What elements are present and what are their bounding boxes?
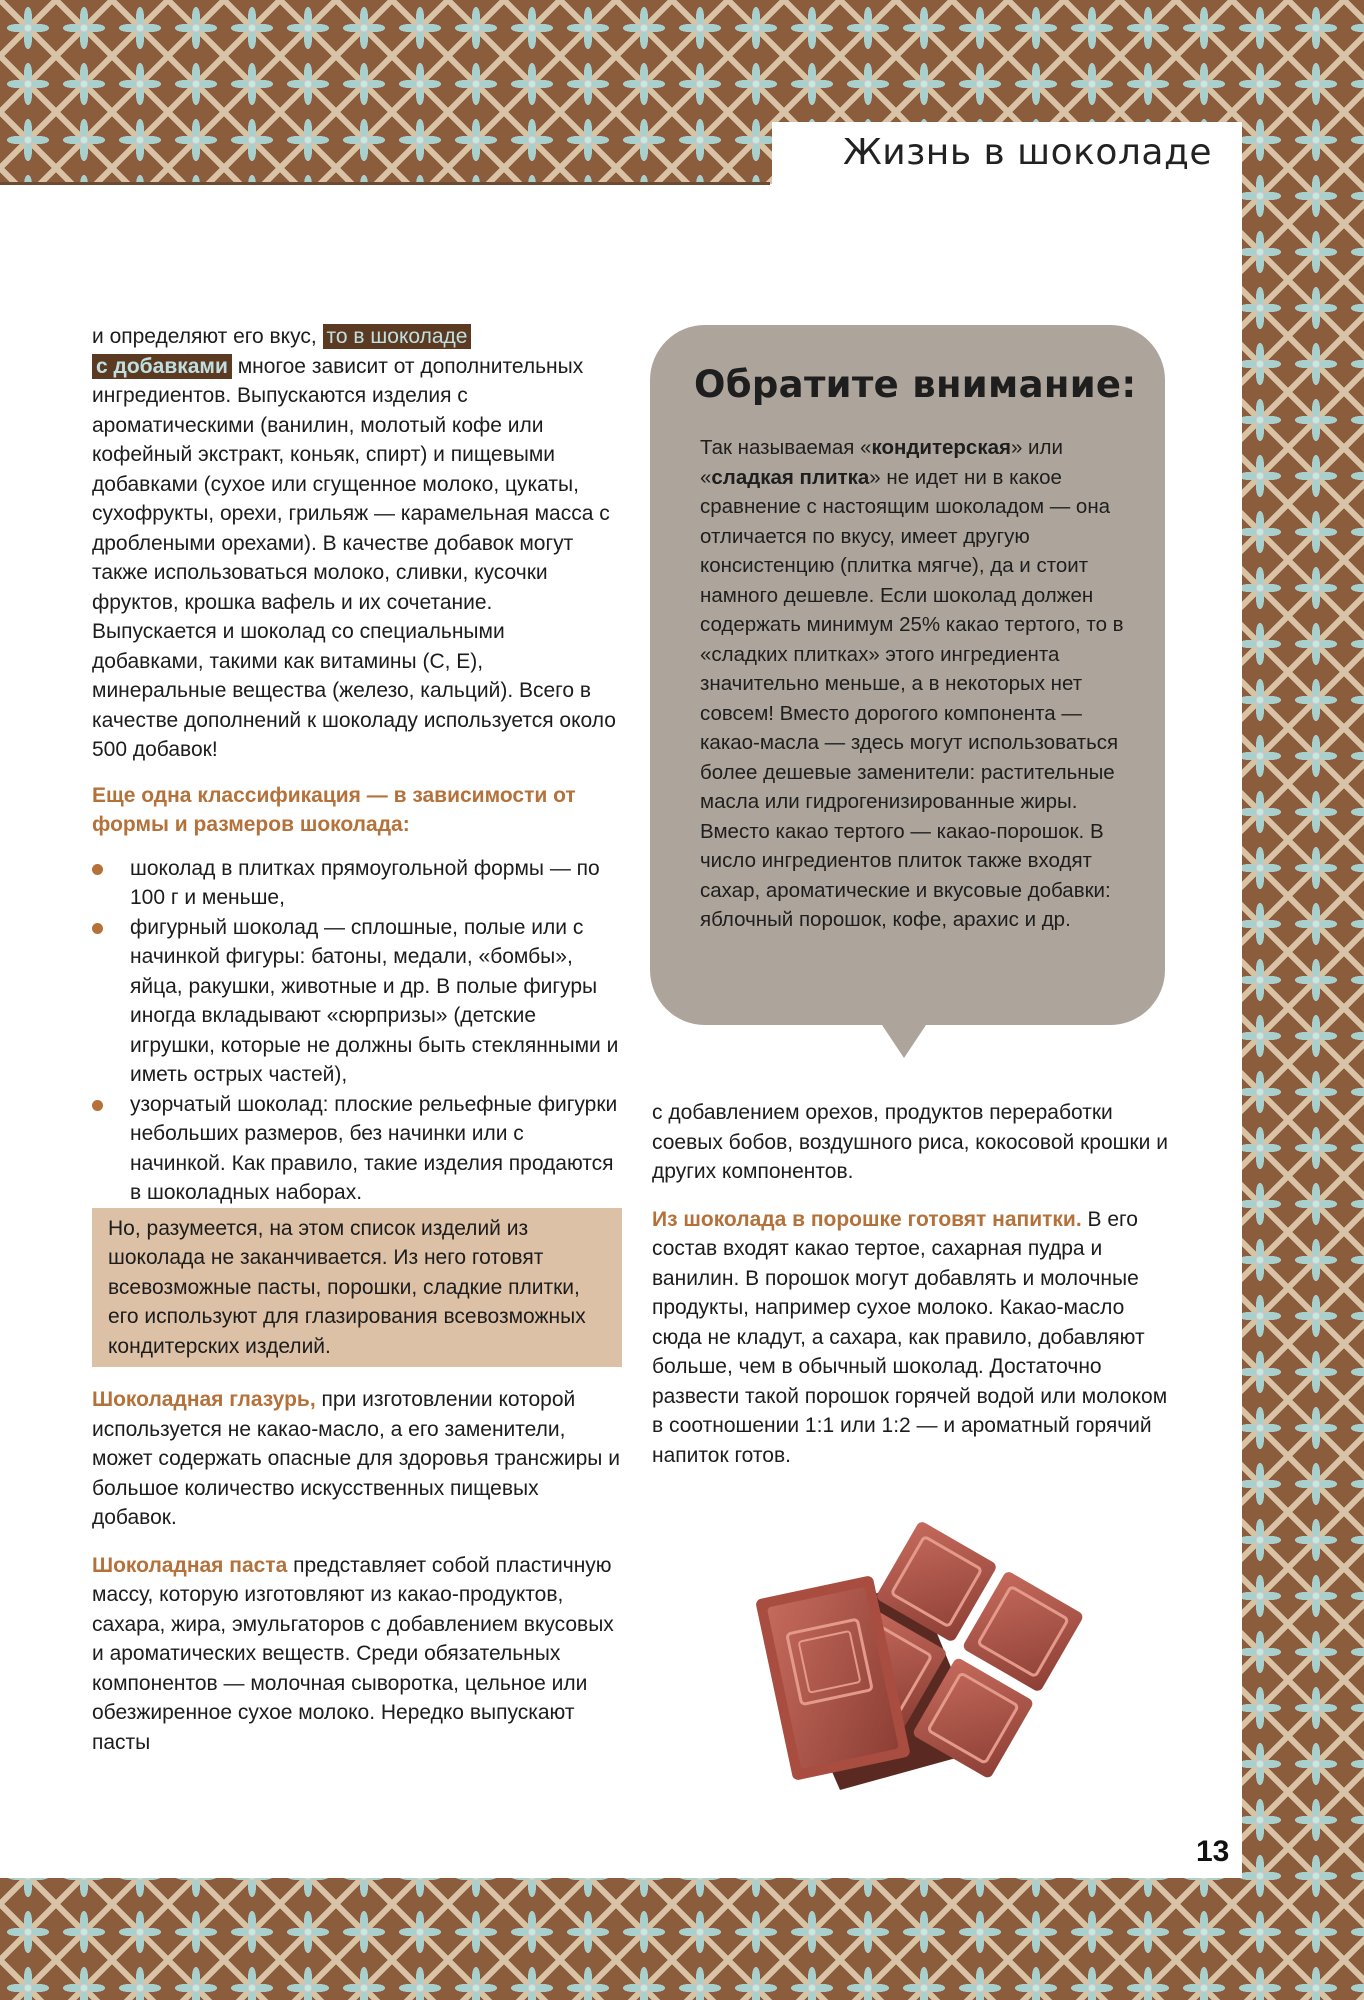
- glaze-text: при изготовлении которой используется не какао-масло, а его заменители, может содержать опасные для здоровья трансжиры и большое количество искусственных пищевых добавок.: [92, 1388, 620, 1529]
- powder-term: Из шоколада в порошке готовят напитки.: [652, 1207, 1082, 1231]
- page-number: 13: [1196, 1835, 1230, 1868]
- highlight-phrase-2: с добавками: [92, 354, 232, 379]
- callout-text: Так называемая «кондитерская» или «сладкая плитка» не идет ни в какое сравнение с настоящим шоколадом — она отличается по вкусу, имеет другую консистенцию (плитка мягче), да и стоит намного дешевле. Если шоколад должен содержать минимум 25% какао тертого, то в «сладких плитках» этого ингредиента значительно меньше, а в некоторых нет совсем! Вместо дорогого компонента — какао-масла — здесь могут использоваться более дешевые заменители: растительные масла или гидрогенизированные жиры. Вместо какао тертого — какао-порошок. В число ингредиентов плиток также входят сахар, ароматические и вкусовые добавки: яблочный порошок, кофе, арахис и др.: [700, 436, 1124, 931]
- right-column: [652, 1098, 1172, 1470]
- callout-heading: Обратите внимание:: [694, 363, 1137, 406]
- glaze-paragraph: [92, 1385, 622, 1533]
- powder-text: В его состав входят какао тертое, сахарная пудра и ванилин. В порошок могут добавлять и молочные продукты, например сухое молоко. Какао-масло сюда не кладут, а сахара, как правило, добавляют больше, чем в обычный шоколад. Достаточно развести такой порошок горячей водой или молоком в соотношении 1:1 или 1:2 — и ароматный горячий напиток готов.: [652, 1207, 1168, 1467]
- glaze-term: Шоколадная глазурь,: [92, 1388, 316, 1411]
- chocolate-bar-image: [740, 1490, 1140, 1830]
- paste-text: представляет собой пластичную массу, которую изготовляют из какао-продуктов, сахара, жира, эмульгаторов с добавлением вкусовых и ароматических веществ. Среди обязательных компонентов — молочная сыворотка, цельное или обезжиренное сухое молоко. Нередко выпускают пасты: [92, 1553, 614, 1754]
- header-rule: [0, 182, 770, 185]
- bold-term-sladkaya-plitka: сладкая плитка: [711, 465, 870, 489]
- header-box: [772, 122, 1242, 202]
- continuation-paragraph: с добавлением орехов, продуктов переработки соевых бобов, воздушного риса, кокосовой крошки и других компонентов.: [652, 1101, 1168, 1183]
- highlight-phrase-1: то в шоколаде: [323, 324, 472, 349]
- list-item: узорчатый шоколад: плоские рельефные фигурки небольших размеров, без начинки или с начинкой. Как правило, такие изделия продаются в шоколадных наборах.: [130, 1090, 622, 1208]
- bold-term-konditerskaya: кондитерская: [871, 436, 1011, 459]
- paste-term: Шоколадная паста: [92, 1553, 288, 1577]
- paste-paragraph: [92, 1551, 622, 1758]
- classification-subheading: Еще одна классификация — в зависимости от формы и размеров шоколада:: [92, 783, 576, 836]
- intro-pre: и определяют его вкус,: [92, 325, 323, 348]
- powder-paragraph: [652, 1205, 1172, 1471]
- bullet-list: [92, 854, 622, 1208]
- highlighted-paragraph: Но, разумеется, на этом список изделий из шоколада не заканчивается. Из него готовят всевозможные пасты, порошки, сладкие плитки, его используют для глазирования всевозможных кондитерских изделий.: [92, 1208, 622, 1368]
- intro-paragraph: [92, 322, 622, 765]
- page-title: Жизнь в шоколаде: [842, 132, 1212, 173]
- intro-rest: многое зависит от дополнительных ингредиентов. Выпускаются изделия с ароматическими (ванилин, молотый кофе или кофейный экстракт, коньяк, спирт) и пищевыми добавками (сухое или сгущенное молоко, цукаты, сухофрукты, орехи, грильяж — карамельная масса с дроблеными орехами). В качестве добавок могут также использоваться молоко, сливки, кусочки фруктов, крошка вафель и их сочетание. Выпускается и шоколад со специальными добавками, такими как витамины (С, Е), минеральные вещества (железо, кальций). Всего в качестве дополнений к шоколаду используется около 500 добавок!: [92, 354, 616, 761]
- callout-tail: [880, 1022, 928, 1058]
- list-item: шоколад в плитках прямоугольной формы — по 100 г и меньше,: [130, 854, 622, 913]
- callout-box: [650, 325, 1165, 1025]
- list-item: фигурный шоколад — сплошные, полые или с начинкой фигуры: батоны, медали, «бомбы», яйца, ракушки, животные и др. В полые фигуры иногда вкладывают «сюрпризы» (детские игрушки, которые не должны быть стеклянными и иметь острых частей),: [130, 913, 622, 1090]
- left-column: [92, 322, 622, 1757]
